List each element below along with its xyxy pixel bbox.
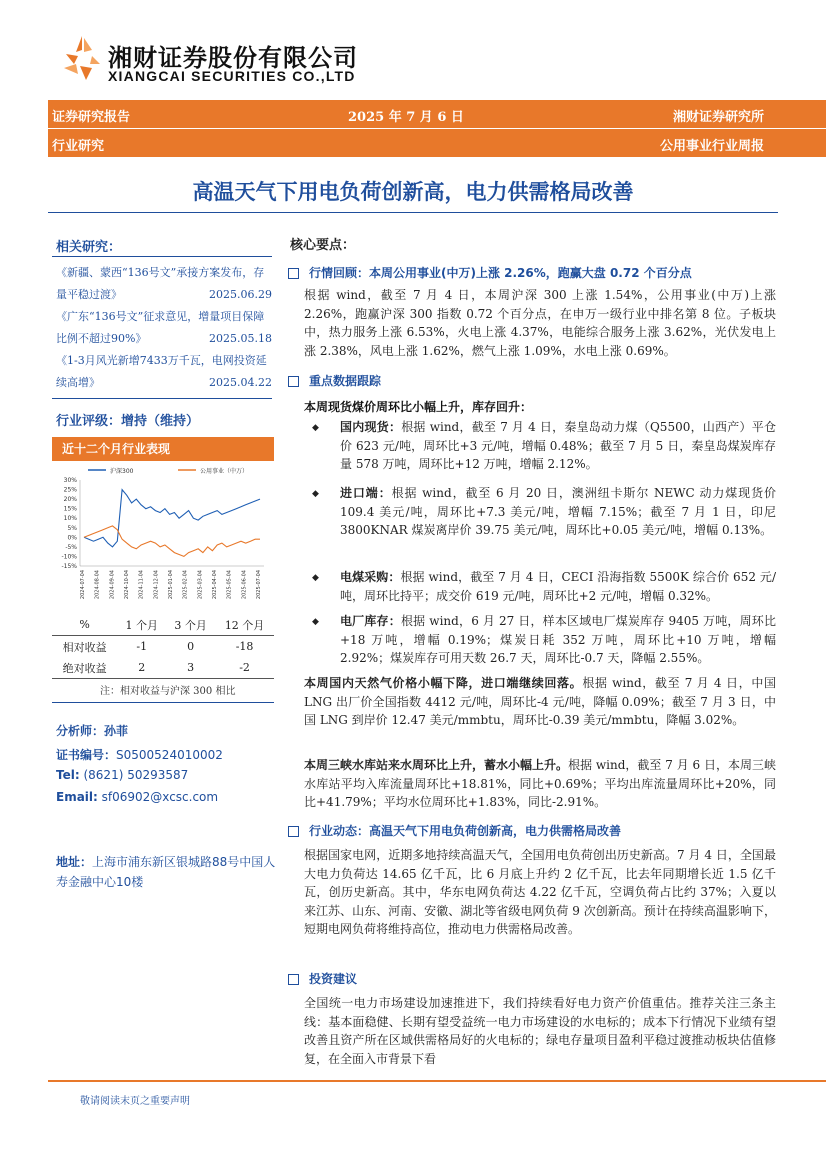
analyst-tel: Tel: (8621) 50293587 — [56, 768, 189, 782]
x-tick-label: 2024-09-04 — [109, 570, 116, 600]
table-header: % — [52, 614, 117, 636]
bullet-plant-inventory: 电厂库存：根据 wind，6 月 27 日，样本区域电厂煤炭库存 9405 万吨，周环比+18 万吨，增幅 0.19%；煤炭日耗 352 万吨，周环比+10 万吨，增幅 2.92%；煤炭库存可用天数 26.7 天，周环比-0.7 天，降幅 2.55%。 — [340, 614, 776, 665]
x-tick-label: 2024-11-04 — [138, 570, 145, 600]
x-tick-label: 2025-05-04 — [226, 570, 233, 600]
bullet-domestic-spot: 国内现货：根据 wind，截至 7 月 4 日，秦皇岛动力煤（Q5500，山西产）平仓价 623 元/吨，周环比+3 元/吨，增幅 0.48%；截至 7 月 5 日，秦皇岛煤炭库存量 578 万吨，周环比+12 万吨，增幅 2.12%。 — [340, 420, 776, 471]
table-header: 1 个月 — [117, 614, 166, 636]
y-tick-label: 15% — [63, 505, 77, 513]
research-category: 行业研究 — [52, 139, 105, 154]
x-tick-label: 2025-01-04 — [168, 570, 174, 600]
table-row — [52, 636, 274, 658]
table-header: 12 个月 — [215, 614, 274, 636]
y-tick-label: 20% — [63, 496, 77, 504]
x-tick-label: 2025-03-04 — [197, 570, 204, 600]
table-note: 注：相对收益与沪深 300 相比 — [100, 686, 236, 697]
section-market-review: 行情回顾：本周公用事业(中万)上涨 2.26%，跑赢大盘 0.72 个百分点 — [288, 264, 692, 281]
related-item[interactable]: 《1-3月风光新增7433万千瓦，电网投资延续高增》 2025.04.22 — [56, 354, 272, 389]
report-title: 高温天气下用电负荷创新高，电力供需格局改善 — [192, 180, 634, 204]
company-logo-icon — [62, 34, 102, 82]
series-line — [84, 490, 260, 547]
report-type: 证券研究报告 — [52, 110, 131, 125]
y-tick-label: 25% — [63, 486, 77, 494]
hydro-paragraph: 本周三峡水库站来水周环比上升，蓄水小幅上升。根据 wind，截至 7 月 6 日，本周三峡水库站平均入库流量周环比+18.81%，同比+0.69%；平均出库流量周环比+20%，同比+41.79%；平均水位周环比+1.83%，同比-2.91%。 — [304, 758, 776, 809]
company-name-cn: 湘财证券股份有限公司 — [108, 44, 358, 72]
table-cell: 相对收益 — [62, 640, 107, 654]
performance-chart — [52, 462, 274, 608]
x-tick-label: 2024-12-04 — [153, 570, 160, 600]
analyst-email[interactable]: Email: sf06902@xcsc.com — [56, 790, 219, 804]
section-investment-advice: 投资建议 — [288, 970, 357, 987]
table-cell: 绝对收益 — [52, 657, 117, 679]
institute-name: 湘财证券研究所 — [672, 110, 764, 125]
related-item[interactable]: 《新疆、蒙西“136号文”承接方案发布，存量平稳过渡》 2025.06.29 — [56, 266, 272, 301]
x-tick-label: 2024-08-04 — [94, 570, 101, 600]
core-points-heading: 核心要点： — [290, 238, 356, 253]
note-divider — [52, 702, 274, 703]
y-tick-label: 30% — [63, 477, 77, 484]
table-cell: 0 — [187, 640, 195, 653]
x-tick-label: 2024-10-04 — [124, 570, 130, 600]
report-date: 2025 年 7 月 6 日 — [348, 110, 464, 125]
gas-paragraph: 本周国内天然气价格小幅下降，进口端继续回落。根据 wind，截至 7 月 4 日，中国 LNG 出厂价全国指数 4412 元/吨，周环比-4 元/吨，降幅 0.09%；截至 7 月 3 日，中国 LNG 到岸价 12.47 美元/mmbtu，周环比-0.39 美元/mmbtu，降幅 3.02%。 — [304, 676, 776, 727]
y-tick-label: -15% — [61, 563, 77, 570]
performance-table — [52, 614, 274, 679]
table-cell: -1 — [136, 640, 148, 653]
investment-advice-body: 全国统一电力市场建设加速推进下，我们持续看好电力资产价值重估。推荐关注三条主线：基本面稳健、长期有望受益统一电力市场建设的水电标的；成本下行情况下业绩有望改善且资产所在区域供需格局好的火电标的；绿电存量项目盈利平稳过渡推动板块估值修复，在全面入市背景下看 — [304, 996, 776, 1066]
related-divider — [52, 256, 272, 257]
section-industry-news: 行业动态：高温天气下用电负荷创新高，电力供需格局改善 — [288, 822, 621, 839]
diamond-bullet-icon: ◆ — [312, 489, 319, 499]
table-cell: 3 — [166, 657, 215, 679]
legend-label: 沪深300 — [110, 468, 134, 475]
header-band-bottom — [48, 128, 826, 157]
bullet-coal-purchase: 电煤采购：根据 wind，截至 7 月 4 日，CECI 沿海指数 5500K 综合价 652 元/吨，周环比持平；成交价 619 元/吨，周环比+2 元/吨，增幅 0.32%。 — [340, 570, 776, 603]
industry-news-body: 根据国家电网，近期多地持续高温天气，全国用电负荷创出历史新高。7 月 4 日，全国最大电力负荷达 14.65 亿千瓦，比 6 月底上升约 2 亿千瓦，比去年同期增长近 1.5 亿千瓦，创历史新高。其中，华东电网负荷达 4.22 亿千瓦，空调负荷占比约 37%；入夏以来江苏、山东、河南、安徽、湖北等省级电网负荷 9 次创新高。预计在持续高温影响下，短期电网负荷将维持高位，推动电力供需格局改善。 — [304, 848, 776, 936]
legend-label: 公用事业（中万） — [200, 468, 249, 475]
industry-rating: 行业评级：增持（维持） — [56, 414, 200, 429]
diamond-bullet-icon: ◆ — [312, 423, 319, 433]
checkbox-icon — [288, 974, 299, 985]
header-band-top — [48, 100, 826, 128]
table-header-row — [52, 614, 274, 636]
coal-subheading: 本周现货煤价周环比小幅上升，库存回升： — [304, 400, 533, 414]
company-name-en: XIANGCAI SECURITIES CO.,LTD — [108, 68, 356, 84]
related-item[interactable]: 《广东“136号文”征求意见，增量项目保障比例不超过90%》 2025.05.18 — [56, 310, 272, 345]
analyst-name: 分析师：孙菲 — [56, 724, 129, 738]
related-bottom-divider — [52, 398, 272, 399]
chart-heading: 近十二个月行业表现 — [52, 437, 274, 461]
footer-disclaimer: 敬请阅读末页之重要声明 — [80, 1096, 190, 1107]
series-line — [84, 526, 260, 557]
footer-divider — [48, 1080, 826, 1082]
x-tick-label: 2025-04-04 — [212, 570, 218, 600]
table-row — [52, 657, 274, 679]
diamond-bullet-icon: ◆ — [312, 617, 319, 627]
title-divider — [48, 212, 778, 213]
bullet-import: 进口端：根据 wind，截至 6 月 20 日，澳洲纽卡斯尔 NEWC 动力煤现货价 109.4 美元/吨，周环比+7.3 美元/吨，增幅 7.15%；截至 7 月 1 日，印尼 3800KNAR 煤炭离岸价 39.75 美元/吨，周环比+0.05 美元/吨，增幅 0.13%。 — [340, 486, 776, 537]
table-header: 3 个月 — [166, 614, 215, 636]
report-series: 公用事业行业周报 — [659, 139, 764, 154]
address: 地址：上海市浦东新区银城路88号中国人寿金融中心10楼 — [56, 855, 276, 889]
x-tick-label: 2025-07-04 — [256, 570, 262, 600]
checkbox-icon — [288, 376, 299, 387]
related-research-heading: 相关研究： — [56, 240, 122, 255]
analyst-cert: 证书编号：S0500524010002 — [56, 748, 223, 762]
y-tick-label: 10% — [63, 515, 77, 523]
market-review-body: 根据 wind，截至 7 月 4 日，本周沪深 300 上涨 1.54%，公用事业(中万)上涨 2.26%，跑赢沪深 300 指数 0.72 个百分点，在申万一级行业中排名第 8 位。子板块中，热力服务上涨 6.53%，火电上涨 4.37%，电能综合服务上涨 3.62%，光伏发电上涨 2.38%，风电上涨 1.62%，燃气上涨 1.09%，水电上涨 0.69%。 — [304, 288, 776, 358]
checkbox-icon — [288, 826, 299, 837]
y-tick-label: 5% — [67, 524, 77, 532]
table-cell: -18 — [235, 640, 254, 653]
y-tick-label: -5% — [65, 543, 77, 551]
x-tick-label: 2025-02-04 — [182, 570, 189, 600]
table-cell: 2 — [117, 657, 166, 679]
related-list — [56, 262, 272, 394]
x-tick-label: 2025-06-04 — [241, 570, 248, 600]
table-cell: -2 — [215, 657, 274, 679]
checkbox-icon — [288, 268, 299, 279]
diamond-bullet-icon: ◆ — [312, 573, 319, 583]
y-tick-label: 0% — [67, 534, 77, 542]
section-data-tracking: 重点数据跟踪 — [288, 372, 381, 389]
x-tick-label: 2024-07-04 — [80, 570, 86, 600]
y-tick-label: -10% — [61, 553, 77, 561]
